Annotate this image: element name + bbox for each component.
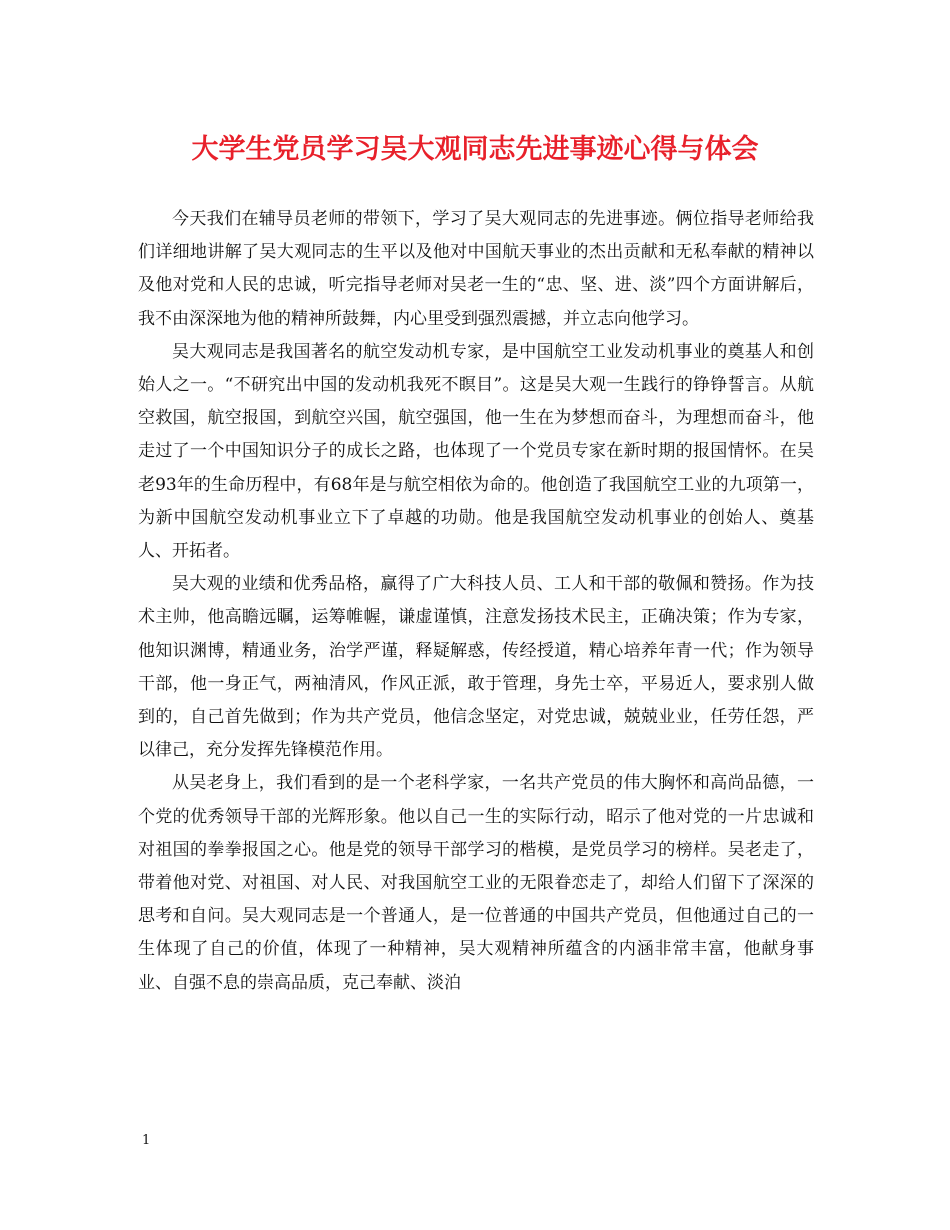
document-body: [138, 203, 814, 1000]
paragraph-4: 从吴老身上，我们看到的是一个老科学家，一名共产党员的伟大胸怀和高尚品德，一个党的优秀领导干部的光辉形象。他以自己一生的实际行动，昭示了他对党的一片忠诚和对祖国的拳拳报国之心。他是党的领导干部学习的楷模，是党员学习的榜样。吴老走了，带着他对党、对祖国、对人民、对我国航空工业的无限眷恋走了，却给人们留下了深深的思考和自问。吴大观同志是一个普通人，是一位普通的中国共产党员，但他通过自己的一生体现了自己的价值，体现了一种精神，吴大观精神所蕴含的内涵非常丰富，他献身事业、自强不息的崇高品质，克己奉献、淡泊: [138, 773, 814, 993]
document-title: 大学生党员学习吴大观同志先进事迹心得与体会: [191, 134, 759, 165]
paragraph-1: 今天我们在辅导员老师的带领下，学习了吴大观同志的先进事迹。俩位指导老师给我们详细地讲解了吴大观同志的生平以及他对中国航天事业的杰出贡献和无私奉献的精神以及他对党和人民的忠诚，听完指导老师对吴老一生的“忠、坚、进、淡”四个方面讲解后，我不由深深地为他的精神所鼓舞，内心里受到强烈震撼，并立志向他学习。: [138, 209, 814, 329]
paragraph-3: 吴大观的业绩和优秀品格，赢得了广大科技人员、工人和干部的敬佩和赞扬。作为技术主帅，他高瞻远瞩，运筹帷幄，谦虚谨慎，注意发扬技术民主，正确决策；作为专家，他知识渊博，精通业务，治学严谨，释疑解惑，传经授道，精心培养年青一代；作为领导干部，他一身正气，两袖清风，作风正派，敢于管理，身先士卒，平易近人，要求别人做到的，自己首先做到；作为共产党员，他信念坚定，对党忠诚，兢兢业业，任劳任怨，严以律己，充分发挥先锋模范作用。: [138, 574, 814, 761]
page-number: 1: [142, 1133, 151, 1148]
paragraph-2: 吴大观同志是我国著名的航空发动机专家，是中国航空工业发动机事业的奠基人和创始人之一。“不研究出中国的发动机我死不瞑目”。这是吴大观一生践行的铮铮誓言。从航空救国，航空报国，到航空兴国，航空强国，他一生在为梦想而奋斗，为理想而奋斗，他走过了一个中国知识分子的成长之路，也体现了一个党员专家在新时期的报国情怀。在吴老93年的生命历程中，有68年是与航空相依为命的。他创造了我国航空工业的九项第一，为新中国航空发动机事业立下了卓越的功勋。他是我国航空发动机事业的创始人、奠基人、开拓者。: [138, 341, 814, 562]
